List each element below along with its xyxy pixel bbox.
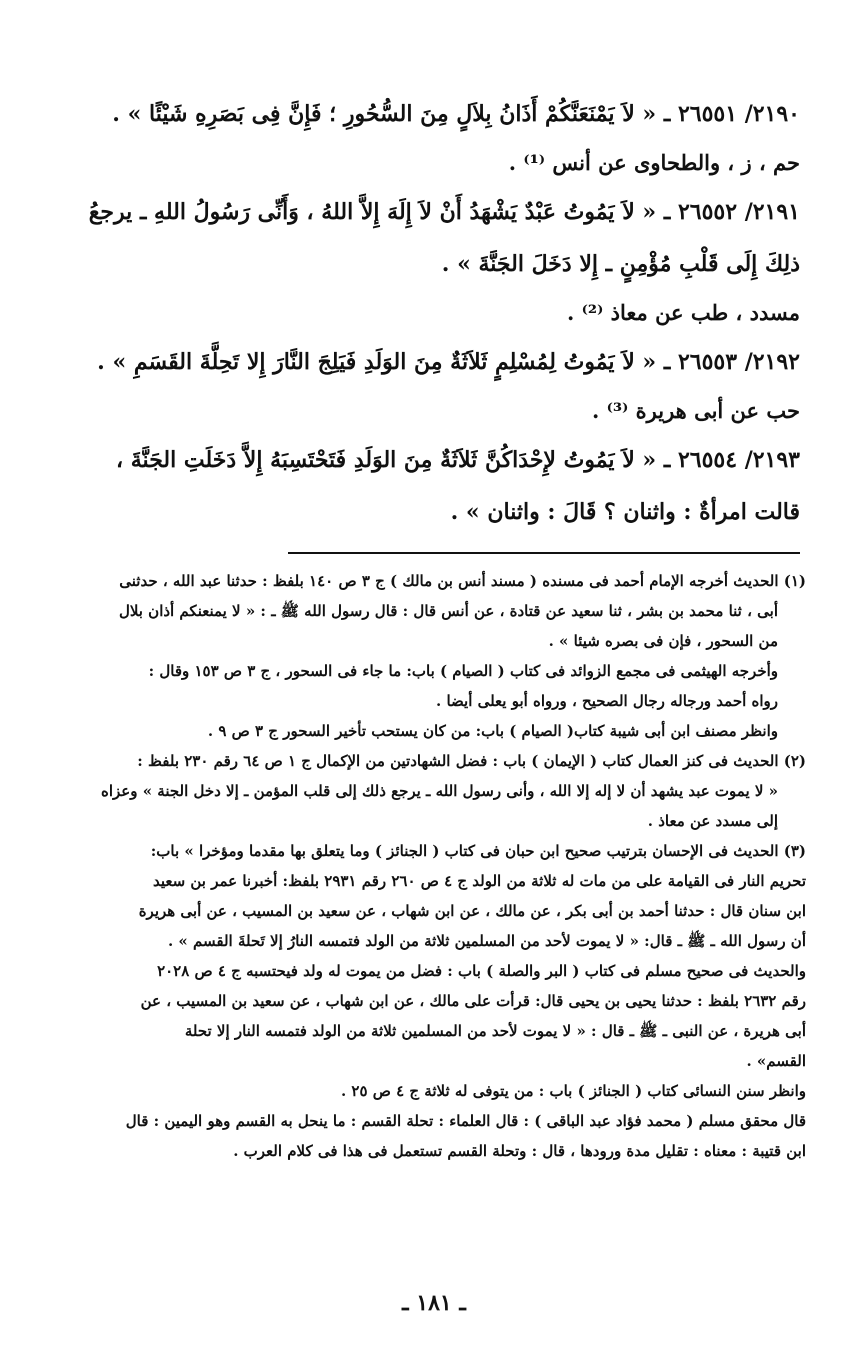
footnote-3-line: أن رسول الله ـ ﷺ ـ قال: « لا يموت لأحد من المسلمين ثلاثة من الولد فتمسه النارُ إلا تَحلةَ القسم » . bbox=[167, 932, 806, 950]
footnote-3-line: ابن سنان قال : حدثنا أحمد بن أبى بكر ، عن مالك ، عن ابن شهاب ، عن سعيد بن المسيب ، عن أبى هريرة bbox=[138, 902, 806, 920]
hadith-2191-line-2: ذلِكَ إِلَى قَلْبِ مُؤْمِنٍ ـ إِلا دَخَلَ الجَنَّةَ » . bbox=[441, 251, 800, 277]
footnote-3-line: رقم ٢٦٣٢ بلفظ : حدثنا يحيى بن يحيى قال: قرأت على مالك ، عن ابن شهاب ، عن سعيد بن المسيب ، عن bbox=[140, 992, 806, 1010]
footnotes bbox=[56, 566, 806, 1166]
footnote-1-line: (١) الحديث أخرجه الإمام أحمد فى مسنده ( مسند أنس بن مالك ) ج ٣ ص ١٤٠ بلفظ : حدثنا عبد الله ، حدثنى bbox=[119, 572, 806, 590]
footnote-2-line: إلى مسدد عن معاذ . bbox=[647, 812, 778, 830]
hadith-2193-line-2: قالت امرأةٌ : واثنان ؟ قَالَ : واثنان » . bbox=[450, 499, 800, 525]
footnote-3-line: (٣) الحديث فى الإحسان بترتيب صحيح ابن حبان فى كتاب ( الجنائز ) وما يتعلق بها مقدما ومؤخرا » باب: bbox=[150, 842, 806, 860]
hadith-2190-source: حم ، ز ، والطحاوى عن أنس ⁽¹⁾ . bbox=[508, 150, 800, 175]
footnote-3-line: قال محقق مسلم ( محمد فؤاد عبد الباقى ) : قال العلماء : تحلة القسم : ما ينحل به القسم وهو اليمين : قال bbox=[125, 1112, 806, 1130]
footnote-separator bbox=[288, 552, 800, 554]
hadith-2190-line-1: ٢١٩٠/ ٢٦٥٥١ ـ « لاَ يَمْنَعَنَّكُمْ أَذَانُ بِلاَلٍ مِنَ السُّحُورِ ؛ فَإِنَّ فِى بَصَرِهِ شَيْئًا » . bbox=[112, 101, 800, 127]
page-number: ـ ١٨١ ـ bbox=[402, 1290, 466, 1316]
footnote-3-line: القسم» . bbox=[746, 1052, 806, 1070]
footnote-3-line: والحديث فى صحيح مسلم فى كتاب ( البر والصلة ) باب : فضل من يموت له ولد فيحتسبه ج ٤ ص ٢٠٢٨ bbox=[157, 962, 806, 980]
footnote-2-line: « لا يموت عبد يشهد أن لا إله إلا الله ، وأنى رسول الله ـ يرجع ذلك إلى قلب المؤمن ـ إلا دخل الجنة » وعزاه bbox=[100, 782, 778, 800]
footnote-3-line: تحريم النار فى القيامة على من مات له ثلاثة من الولد ج ٤ ص ٢٦٠ رقم ٢٩٣١ بلفظ: أخبرنا عمر بن سعيد bbox=[152, 872, 806, 890]
hadith-2191-source: مسدد ، طب عن معاذ ⁽²⁾ . bbox=[566, 300, 800, 325]
hadith-2191-line-1: ٢١٩١/ ٢٦٥٥٢ ـ « لاَ يَمُوتُ عَبْدٌ يَشْهَدُ أَنْ لاَ إِلَهَ إِلاَّ اللهُ ، وَأَنِّى رَسُولُ اللهِ ـ يرجعُ bbox=[88, 199, 800, 225]
footnote-3-line: وانظر سنن النسائى كتاب ( الجنائز ) باب : من يتوفى له ثلاثة ج ٤ ص ٢٥ . bbox=[340, 1082, 806, 1100]
hadith-text bbox=[60, 88, 800, 538]
footnote-3-line: أبى هريرة ، عن النبى ـ ﷺ ـ قال : « لا يموت لأحد من المسلمين ثلاثة من الولد فتمسه النار إلا تحلة bbox=[184, 1022, 806, 1040]
hadith-2193-line-1: ٢١٩٣/ ٢٦٥٥٤ ـ « لاَ يَمُوتُ لإِحْدَاكُنَّ ثَلاَثَةٌ مِنَ الوَلَدِ فَتَحْتَسِبَهُ إِلاَّ دَخَلَتِ الجَنَّةَ ، bbox=[116, 447, 800, 473]
hadith-2192-line-1: ٢١٩٢/ ٢٦٥٥٣ ـ « لاَ يَمُوتُ لِمُسْلِمٍ ثَلاَثَةٌ مِنَ الوَلَدِ فَيَلِجَ النَّارَ إِلا تَحِلَّةَ القَسَمِ » . bbox=[97, 349, 800, 375]
footnote-1-line: وانظر مصنف ابن أبى شيبة كتاب( الصيام ) باب: من كان يستحب تأخير السحور ج ٣ ص ٩ . bbox=[207, 722, 778, 740]
footnote-2-line: (٢) الحديث فى كنز العمال كتاب ( الإيمان ) باب : فضل الشهادتين من الإكمال ج ١ ص ٦٤ رقم ٢٣٠ بلفظ : bbox=[137, 752, 806, 770]
footnote-1-line: أبى ، ثنا محمد بن بشر ، ثنا سعيد عن قتادة ، عن أنس قال : قال رسول الله ﷺ ـ : « لا يمنعنكم أذان بلال bbox=[118, 602, 778, 620]
footnote-1-line: من السحور ، فإن فى بصره شيئا » . bbox=[548, 632, 778, 650]
footnote-1-line: رواه أحمد ورجاله رجال الصحيح ، ورواه أبو يعلى أيضا . bbox=[436, 692, 778, 710]
footnote-1-line: وأخرجه الهيثمى فى مجمع الزوائد فى كتاب ( الصيام ) باب: ما جاء فى السحور ، ج ٣ ص ١٥٣ وقال : bbox=[148, 662, 778, 680]
hadith-2192-source: حب عن أبى هريرة ⁽³⁾ . bbox=[592, 398, 800, 423]
footnote-3-line: ابن قتيبة : معناه : تقليل مدة ورودها ، قال : وتحلة القسم تستعمل فى هذا فى كلام العرب . bbox=[233, 1142, 806, 1160]
